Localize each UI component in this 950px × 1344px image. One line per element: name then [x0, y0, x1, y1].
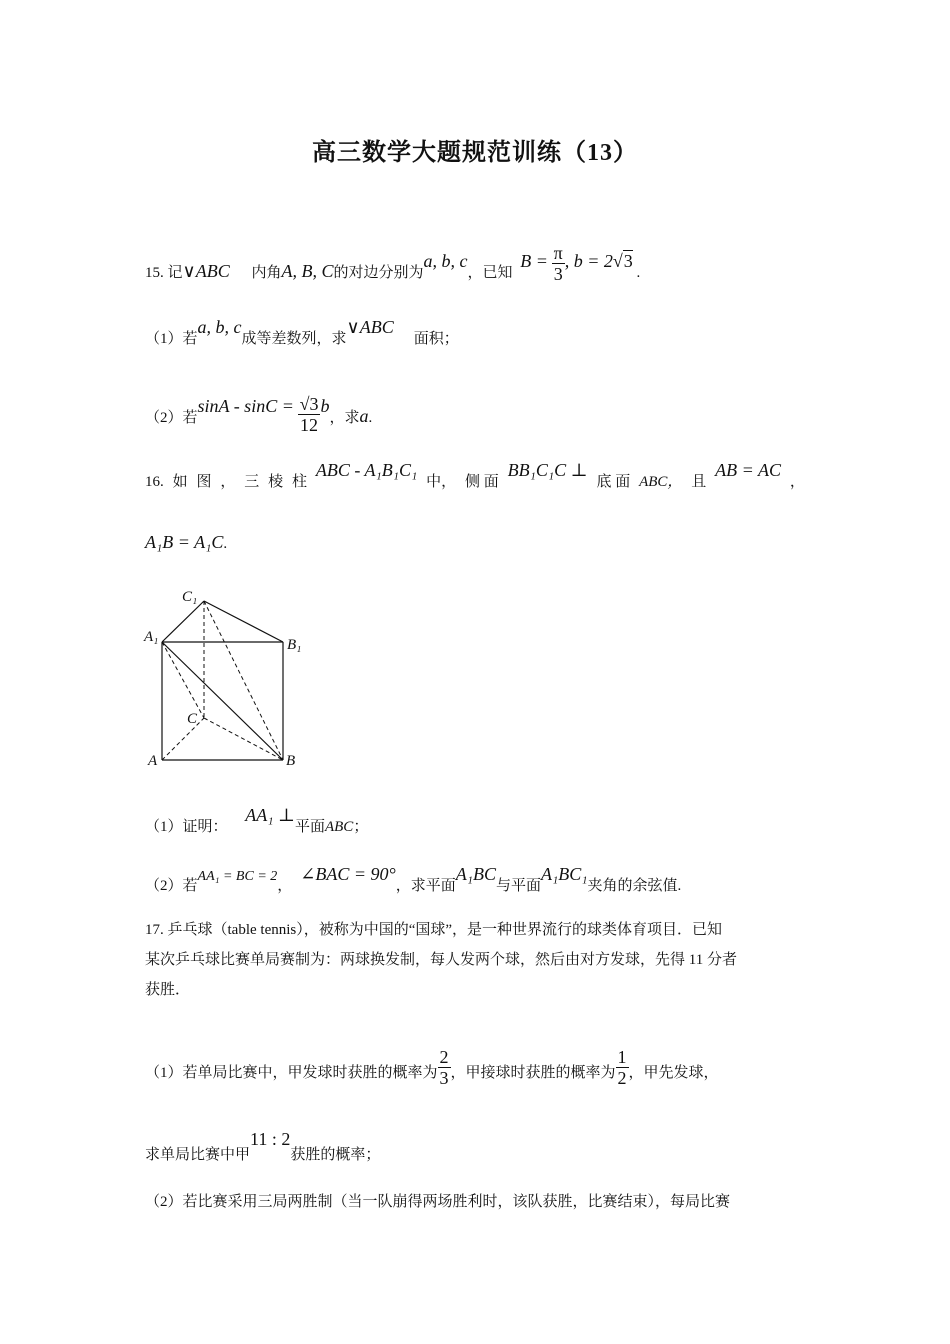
q15-stem: 15. 记∨ABC 内角A, B, C的对边分别为a, b, c，已知 B = $\frac{\pi}{3}$ , b = 2√3 .: [145, 243, 641, 284]
label-C: C: [187, 711, 198, 727]
edge-C1-B1: [204, 601, 283, 642]
edge-A1-C1: [162, 601, 204, 642]
label-A1: A₁: [144, 629, 159, 645]
q16-part2: （2）若AA₁ = BC = 2，∠BAC = 90°，求平面A₁BC与平面A₁BC₁夹角的余弦值.: [145, 864, 682, 894]
q17-part2: （2）若比赛采用三局两胜制（当一队崩得两场胜利时，该队获胜，比赛结束），每局比赛: [145, 1194, 731, 1210]
label-B1: B₁: [287, 637, 302, 653]
edge-C-B: [204, 718, 283, 760]
q16-stem-cont: A₁B = A₁C.: [145, 532, 228, 552]
triangle-symbol: ∨: [182, 260, 196, 281]
q16-part1: （1）证明： AA₁ ⊥平面ABC；: [145, 805, 369, 835]
fraction-2-3: $\frac{2}{3}$: [439, 1047, 449, 1088]
label-A: A: [148, 753, 158, 769]
label-C1: C₁: [182, 589, 198, 605]
q17-stem: 17. 乒乓球（table tennis），被称为中国的“国球”，是一种世界流行的球类体育项目．已知 某次乒乓球比赛单局赛制为：两球换发制，每人发两个球，然后由对方发球，先得 11 分者 获胜．: [145, 922, 737, 998]
q17-part1: （1）若单局比赛中，甲发球时获胜的概率为 $\frac{2}{3}$ ，甲接球时获胜的概率为 $\frac{1}{2}$ ，甲先发球，: [145, 1047, 719, 1088]
q15-given: B = $\frac{\pi}{3}$ , b = 2√3: [520, 243, 633, 284]
edge-A-C: [162, 718, 204, 760]
sqrt3-over-12: $\frac{√3}{12}$: [299, 394, 319, 435]
edge-A1-C: [162, 642, 204, 718]
prism-diagram: [140, 585, 315, 775]
score-11-2: 11 : 2: [250, 1129, 291, 1149]
q16-stem: 16. 如 图 ， 三 棱 柱 ABC - A₁B₁C₁ 中， 侧 面 BB₁C₁C ⊥ 底 面 ABC， 且 AB = AC ，: [145, 460, 805, 490]
edge-A1-B: [162, 642, 283, 760]
label-B: B: [286, 753, 296, 769]
pi-over-3: $\frac{\pi}{3}$: [553, 243, 563, 284]
q15-part1: （1）若a, b, c成等差数列，求∨ABC面积；: [145, 317, 459, 347]
page-title: 高三数学大题规范训练（13）: [312, 140, 638, 166]
q17-part1-cont: 求单局比赛中甲11 : 2获胜的概率；: [145, 1129, 381, 1163]
q15-part2: （2）若sinA - sinC = $\frac{√3}{12}$ b，求a.: [145, 394, 373, 435]
edge-C1-B: [204, 601, 283, 760]
fraction-1-2: $\frac{1}{2}$: [617, 1047, 627, 1088]
